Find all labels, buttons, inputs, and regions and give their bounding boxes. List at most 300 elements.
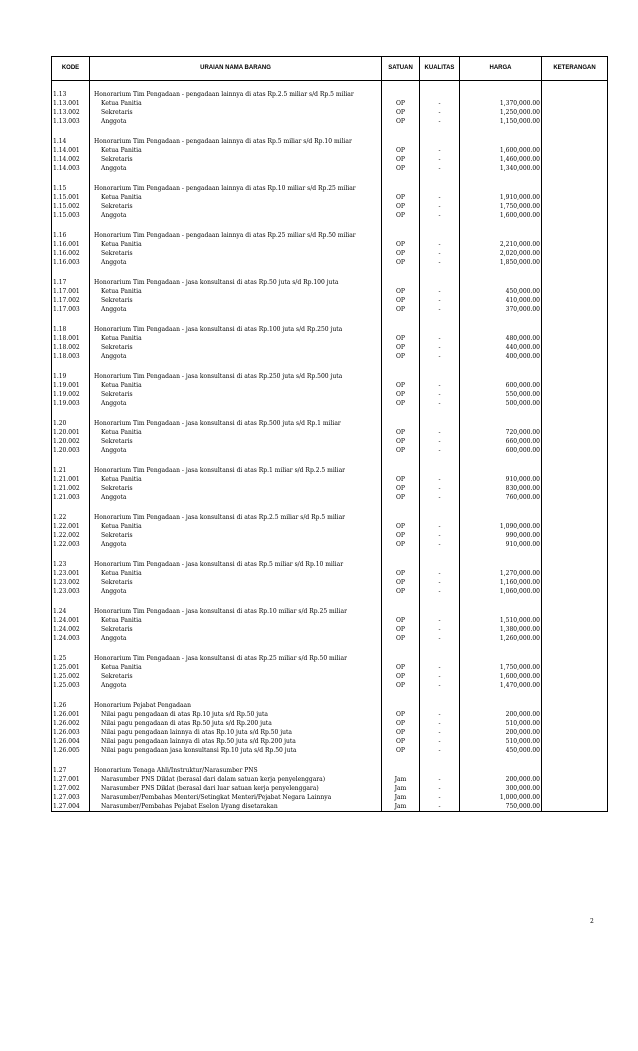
spacer-row xyxy=(52,755,608,766)
spacer-cell xyxy=(382,596,420,607)
item-kualitas: - xyxy=(420,540,460,549)
empty-cell xyxy=(382,372,420,381)
item-uraian xyxy=(90,531,382,540)
spacer-cell xyxy=(420,643,460,654)
item-harga: 370,000.00 xyxy=(460,305,542,314)
item-kualitas: - xyxy=(420,484,460,493)
empty-cell xyxy=(460,231,542,240)
item-kualitas: - xyxy=(420,719,460,728)
empty-cell xyxy=(542,137,608,146)
item-harga: 750,000.00 xyxy=(460,802,542,812)
spacer-cell xyxy=(420,361,460,372)
empty-cell xyxy=(460,466,542,475)
item-satuan: Jam xyxy=(382,793,420,802)
item-satuan: OP xyxy=(382,446,420,455)
table-row xyxy=(52,249,608,258)
table-row xyxy=(52,305,608,314)
item-uraian-text: Anggota xyxy=(101,165,127,172)
item-harga: 660,000.00 xyxy=(460,437,542,446)
item-keterangan xyxy=(542,381,608,390)
empty-cell xyxy=(460,278,542,287)
item-uraian xyxy=(90,258,382,267)
item-kualitas: - xyxy=(420,475,460,484)
spacer-cell xyxy=(460,643,542,654)
empty-cell xyxy=(460,560,542,569)
item-kode: 1.14.001 xyxy=(52,146,90,155)
group-title: Honorarium Tim Pengadaan - pengadaan lainnya di atas Rp.25 miliar s/d Rp.50 miliar xyxy=(90,231,382,240)
item-harga: 510,000.00 xyxy=(460,737,542,746)
item-satuan: OP xyxy=(382,672,420,681)
item-kualitas: - xyxy=(420,155,460,164)
item-uraian xyxy=(90,484,382,493)
table-row xyxy=(52,737,608,746)
item-harga: 510,000.00 xyxy=(460,719,542,728)
group-title: Honorarium Pejabat Pengadaan xyxy=(90,701,382,710)
empty-cell xyxy=(460,607,542,616)
item-harga: 1,150,000.00 xyxy=(460,117,542,126)
item-harga: 410,000.00 xyxy=(460,296,542,305)
item-kualitas: - xyxy=(420,625,460,634)
empty-cell xyxy=(420,325,460,334)
item-keterangan xyxy=(542,540,608,549)
item-uraian xyxy=(90,775,382,784)
item-kode: 1.18.003 xyxy=(52,352,90,361)
table-row xyxy=(52,99,608,108)
item-uraian xyxy=(90,249,382,258)
item-kode: 1.23.003 xyxy=(52,587,90,596)
item-kode: 1.17.003 xyxy=(52,305,90,314)
spacer-cell xyxy=(382,126,420,137)
item-kode: 1.13.001 xyxy=(52,99,90,108)
item-keterangan xyxy=(542,343,608,352)
item-satuan: OP xyxy=(382,146,420,155)
item-kode: 1.24.001 xyxy=(52,616,90,625)
group-kode: 1.26 xyxy=(52,701,90,710)
item-harga: 1,260,000.00 xyxy=(460,634,542,643)
spacer-cell xyxy=(90,361,382,372)
empty-cell xyxy=(382,419,420,428)
spacer-row xyxy=(52,408,608,419)
table-row xyxy=(52,117,608,126)
spacer-cell xyxy=(542,267,608,278)
item-harga: 300,000.00 xyxy=(460,784,542,793)
item-satuan: OP xyxy=(382,522,420,531)
item-harga: 990,000.00 xyxy=(460,531,542,540)
empty-cell xyxy=(460,372,542,381)
item-keterangan xyxy=(542,793,608,802)
item-harga: 910,000.00 xyxy=(460,475,542,484)
item-satuan: OP xyxy=(382,484,420,493)
item-keterangan xyxy=(542,578,608,587)
item-kode: 1.26.002 xyxy=(52,719,90,728)
empty-cell xyxy=(420,607,460,616)
item-uraian-text: Sekretaris xyxy=(101,579,133,586)
table-row xyxy=(52,540,608,549)
item-keterangan xyxy=(542,784,608,793)
spacer-cell xyxy=(542,502,608,513)
item-satuan: OP xyxy=(382,578,420,587)
group-title: Honorarium Tim Pengadaan - pengadaan lainnya di atas Rp.2.5 miliar s/d Rp.5 miliar xyxy=(90,90,382,99)
spacer-cell xyxy=(90,126,382,137)
item-satuan: OP xyxy=(382,728,420,737)
item-keterangan xyxy=(542,710,608,719)
item-uraian xyxy=(90,475,382,484)
table-row xyxy=(52,352,608,361)
item-uraian-text: Ketua Panitia xyxy=(101,335,142,342)
page-number: 2 xyxy=(590,918,594,925)
item-keterangan xyxy=(542,390,608,399)
item-kualitas: - xyxy=(420,146,460,155)
item-uraian-text: Anggota xyxy=(101,118,127,125)
spacer-cell xyxy=(382,755,420,766)
spacer-cell xyxy=(52,220,90,231)
item-harga: 1,750,000.00 xyxy=(460,663,542,672)
spacer-cell xyxy=(542,408,608,419)
item-uraian xyxy=(90,334,382,343)
item-kode: 1.17.001 xyxy=(52,287,90,296)
item-kode: 1.24.003 xyxy=(52,634,90,643)
item-uraian xyxy=(90,305,382,314)
item-satuan: OP xyxy=(382,493,420,502)
table-row xyxy=(52,475,608,484)
item-uraian-text: Anggota xyxy=(101,353,127,360)
empty-cell xyxy=(382,137,420,146)
item-keterangan xyxy=(542,108,608,117)
group-header-row xyxy=(52,701,608,710)
item-kode: 1.20.003 xyxy=(52,446,90,455)
item-keterangan xyxy=(542,484,608,493)
item-uraian-text: Ketua Panitia xyxy=(101,100,142,107)
item-keterangan xyxy=(542,287,608,296)
spacer-cell xyxy=(382,502,420,513)
spacer-row xyxy=(52,267,608,278)
header-uraian: URAIAN NAMA BARANG xyxy=(90,57,382,81)
item-satuan: OP xyxy=(382,343,420,352)
spacer-row xyxy=(52,314,608,325)
spacer-cell xyxy=(460,267,542,278)
table-row xyxy=(52,399,608,408)
group-title: Honorarium Tenaga Ahli/Instruktur/Narasumber PNS xyxy=(90,766,382,775)
item-satuan: OP xyxy=(382,296,420,305)
item-harga: 600,000.00 xyxy=(460,446,542,455)
item-harga: 400,000.00 xyxy=(460,352,542,361)
table-row xyxy=(52,493,608,502)
spacer-cell xyxy=(542,690,608,701)
item-uraian-text: Ketua Panitia xyxy=(101,147,142,154)
spacer-cell xyxy=(382,267,420,278)
item-uraian-text: Anggota xyxy=(101,541,127,548)
item-kualitas: - xyxy=(420,569,460,578)
item-kode: 1.20.002 xyxy=(52,437,90,446)
spacer-cell xyxy=(90,220,382,231)
spacer-cell xyxy=(52,596,90,607)
item-uraian xyxy=(90,710,382,719)
spacer-cell xyxy=(460,755,542,766)
table-row xyxy=(52,287,608,296)
empty-cell xyxy=(542,560,608,569)
item-kode: 1.16.003 xyxy=(52,258,90,267)
group-header-row xyxy=(52,137,608,146)
spacer-cell xyxy=(52,643,90,654)
item-satuan: OP xyxy=(382,334,420,343)
price-table xyxy=(51,56,608,812)
spacer-cell xyxy=(382,220,420,231)
item-kualitas: - xyxy=(420,446,460,455)
spacer-cell xyxy=(90,755,382,766)
spacer-cell xyxy=(90,455,382,466)
item-uraian xyxy=(90,578,382,587)
table-row xyxy=(52,663,608,672)
spacer-cell xyxy=(90,173,382,184)
item-keterangan xyxy=(542,737,608,746)
table-row xyxy=(52,381,608,390)
table-row xyxy=(52,793,608,802)
empty-cell xyxy=(420,560,460,569)
empty-cell xyxy=(542,90,608,99)
group-kode: 1.16 xyxy=(52,231,90,240)
item-harga: 1,470,000.00 xyxy=(460,681,542,690)
item-satuan: OP xyxy=(382,719,420,728)
item-satuan: OP xyxy=(382,249,420,258)
group-kode: 1.18 xyxy=(52,325,90,334)
item-kualitas: - xyxy=(420,437,460,446)
spacer-cell xyxy=(90,549,382,560)
empty-cell xyxy=(420,184,460,193)
empty-cell xyxy=(542,766,608,775)
item-satuan: Jam xyxy=(382,802,420,812)
item-kualitas: - xyxy=(420,249,460,258)
spacer-cell xyxy=(420,81,460,91)
spacer-cell xyxy=(52,455,90,466)
item-keterangan xyxy=(542,211,608,220)
item-uraian xyxy=(90,428,382,437)
item-uraian-text: Ketua Panitia xyxy=(101,523,142,530)
table-row xyxy=(52,616,608,625)
empty-cell xyxy=(542,278,608,287)
table-row xyxy=(52,634,608,643)
item-uraian-text: Anggota xyxy=(101,635,127,642)
group-header-row xyxy=(52,607,608,616)
item-kode: 1.27.001 xyxy=(52,775,90,784)
item-uraian xyxy=(90,493,382,502)
group-kode: 1.15 xyxy=(52,184,90,193)
item-satuan: OP xyxy=(382,240,420,249)
spacer-cell xyxy=(52,361,90,372)
spacer-cell xyxy=(420,220,460,231)
item-kode: 1.27.003 xyxy=(52,793,90,802)
item-satuan: OP xyxy=(382,475,420,484)
item-kualitas: - xyxy=(420,493,460,502)
group-title: Honorarium Tim Pengadaan - jasa konsultansi di atas Rp.10 miliar s/d Rp.25 miliar xyxy=(90,607,382,616)
item-uraian-text: Anggota xyxy=(101,400,127,407)
spacer-cell xyxy=(90,408,382,419)
table-row xyxy=(52,296,608,305)
spacer-cell xyxy=(52,81,90,91)
item-kualitas: - xyxy=(420,164,460,173)
item-uraian xyxy=(90,663,382,672)
item-uraian xyxy=(90,437,382,446)
item-kualitas: - xyxy=(420,672,460,681)
empty-cell xyxy=(542,231,608,240)
item-kode: 1.19.001 xyxy=(52,381,90,390)
empty-cell xyxy=(542,654,608,663)
table-row xyxy=(52,390,608,399)
spacer-cell xyxy=(382,314,420,325)
spacer-cell xyxy=(460,408,542,419)
empty-cell xyxy=(382,766,420,775)
empty-cell xyxy=(420,654,460,663)
item-uraian-text: Ketua Panitia xyxy=(101,570,142,577)
item-kualitas: - xyxy=(420,634,460,643)
item-kualitas: - xyxy=(420,117,460,126)
spacer-cell xyxy=(382,361,420,372)
item-harga: 1,600,000.00 xyxy=(460,211,542,220)
empty-cell xyxy=(460,701,542,710)
item-harga: 720,000.00 xyxy=(460,428,542,437)
item-kode: 1.14.003 xyxy=(52,164,90,173)
spacer-row xyxy=(52,643,608,654)
group-kode: 1.19 xyxy=(52,372,90,381)
item-uraian xyxy=(90,719,382,728)
item-kode: 1.25.001 xyxy=(52,663,90,672)
group-title: Honorarium Tim Pengadaan - jasa konsultansi di atas Rp.25 miliar s/d Rp.50 miliar xyxy=(90,654,382,663)
item-uraian-text: Narasumber/Pembahas Menteri/Setingkat Menteri/Pejabat Negara Lainnya xyxy=(101,794,332,801)
empty-cell xyxy=(420,278,460,287)
item-uraian xyxy=(90,399,382,408)
item-uraian-text: Anggota xyxy=(101,682,127,689)
item-keterangan xyxy=(542,193,608,202)
header-kualitas: KUALITAS xyxy=(420,57,460,81)
item-keterangan xyxy=(542,202,608,211)
item-uraian xyxy=(90,352,382,361)
table-header-row xyxy=(52,57,608,81)
item-keterangan xyxy=(542,672,608,681)
table-row xyxy=(52,784,608,793)
empty-cell xyxy=(420,766,460,775)
spacer-cell xyxy=(542,549,608,560)
item-uraian-text: Sekretaris xyxy=(101,344,133,351)
table-row xyxy=(52,240,608,249)
item-harga: 760,000.00 xyxy=(460,493,542,502)
item-kualitas: - xyxy=(420,305,460,314)
spacer-cell xyxy=(460,596,542,607)
spacer-cell xyxy=(420,596,460,607)
spacer-cell xyxy=(382,549,420,560)
item-uraian-text: Nilai pagu pengadaan lainnya di atas Rp.50 juta s/d Rp.200 juta xyxy=(101,738,296,745)
group-kode: 1.22 xyxy=(52,513,90,522)
item-kualitas: - xyxy=(420,710,460,719)
item-uraian xyxy=(90,343,382,352)
item-kualitas: - xyxy=(420,193,460,202)
item-satuan: OP xyxy=(382,634,420,643)
spacer-cell xyxy=(90,502,382,513)
group-header-row xyxy=(52,184,608,193)
item-harga: 2,020,000.00 xyxy=(460,249,542,258)
item-uraian-text: Sekretaris xyxy=(101,673,133,680)
empty-cell xyxy=(420,231,460,240)
item-uraian-text: Nilai pagu pengadaan di atas Rp.10 juta s/d Rp.50 juta xyxy=(101,711,268,718)
item-harga: 1,850,000.00 xyxy=(460,258,542,267)
spacer-cell xyxy=(460,126,542,137)
spacer-cell xyxy=(52,549,90,560)
table-row xyxy=(52,155,608,164)
item-kode: 1.15.003 xyxy=(52,211,90,220)
item-kode: 1.18.002 xyxy=(52,343,90,352)
spacer-cell xyxy=(542,81,608,91)
item-harga: 1,380,000.00 xyxy=(460,625,542,634)
table-row xyxy=(52,193,608,202)
item-satuan: OP xyxy=(382,746,420,755)
item-kode: 1.24.002 xyxy=(52,625,90,634)
group-kode: 1.24 xyxy=(52,607,90,616)
item-satuan: OP xyxy=(382,531,420,540)
item-keterangan xyxy=(542,681,608,690)
item-kualitas: - xyxy=(420,775,460,784)
item-keterangan xyxy=(542,258,608,267)
item-kode: 1.27.004 xyxy=(52,802,90,812)
group-title: Honorarium Tim Pengadaan - jasa konsultansi di atas Rp.2.5 miliar s/d Rp.5 miliar xyxy=(90,513,382,522)
spacer-cell xyxy=(542,455,608,466)
spacer-row xyxy=(52,173,608,184)
item-keterangan xyxy=(542,437,608,446)
group-title: Honorarium Tim Pengadaan - jasa konsultansi di atas Rp.50 juta s/d Rp.100 juta xyxy=(90,278,382,287)
group-header-row xyxy=(52,90,608,99)
group-header-row xyxy=(52,231,608,240)
item-uraian xyxy=(90,146,382,155)
item-satuan: OP xyxy=(382,625,420,634)
item-uraian-text: Sekretaris xyxy=(101,438,133,445)
item-keterangan xyxy=(542,775,608,784)
item-uraian-text: Sekretaris xyxy=(101,109,133,116)
spacer-row xyxy=(52,690,608,701)
group-header-row xyxy=(52,560,608,569)
spacer-cell xyxy=(90,314,382,325)
empty-cell xyxy=(542,701,608,710)
item-harga: 200,000.00 xyxy=(460,775,542,784)
table-row xyxy=(52,775,608,784)
item-uraian xyxy=(90,522,382,531)
item-kode: 1.13.002 xyxy=(52,108,90,117)
empty-cell xyxy=(382,607,420,616)
item-uraian-text: Ketua Panitia xyxy=(101,664,142,671)
item-harga: 1,600,000.00 xyxy=(460,146,542,155)
item-kualitas: - xyxy=(420,352,460,361)
item-keterangan xyxy=(542,249,608,258)
item-kode: 1.26.004 xyxy=(52,737,90,746)
spacer-cell xyxy=(542,596,608,607)
item-satuan: OP xyxy=(382,399,420,408)
item-uraian xyxy=(90,99,382,108)
empty-cell xyxy=(382,90,420,99)
spacer-cell xyxy=(420,690,460,701)
item-uraian xyxy=(90,634,382,643)
item-keterangan xyxy=(542,399,608,408)
group-title: Honorarium Tim Pengadaan - pengadaan lainnya di atas Rp.10 miliar s/d Rp.25 miliar xyxy=(90,184,382,193)
item-kualitas: - xyxy=(420,296,460,305)
item-keterangan xyxy=(542,493,608,502)
item-satuan: OP xyxy=(382,305,420,314)
item-satuan: OP xyxy=(382,211,420,220)
empty-cell xyxy=(420,419,460,428)
item-kualitas: - xyxy=(420,616,460,625)
item-keterangan xyxy=(542,155,608,164)
item-uraian-text: Ketua Panitia xyxy=(101,382,142,389)
spacer-row xyxy=(52,549,608,560)
item-uraian xyxy=(90,202,382,211)
group-header-row xyxy=(52,466,608,475)
spacer-cell xyxy=(90,643,382,654)
group-kode: 1.17 xyxy=(52,278,90,287)
